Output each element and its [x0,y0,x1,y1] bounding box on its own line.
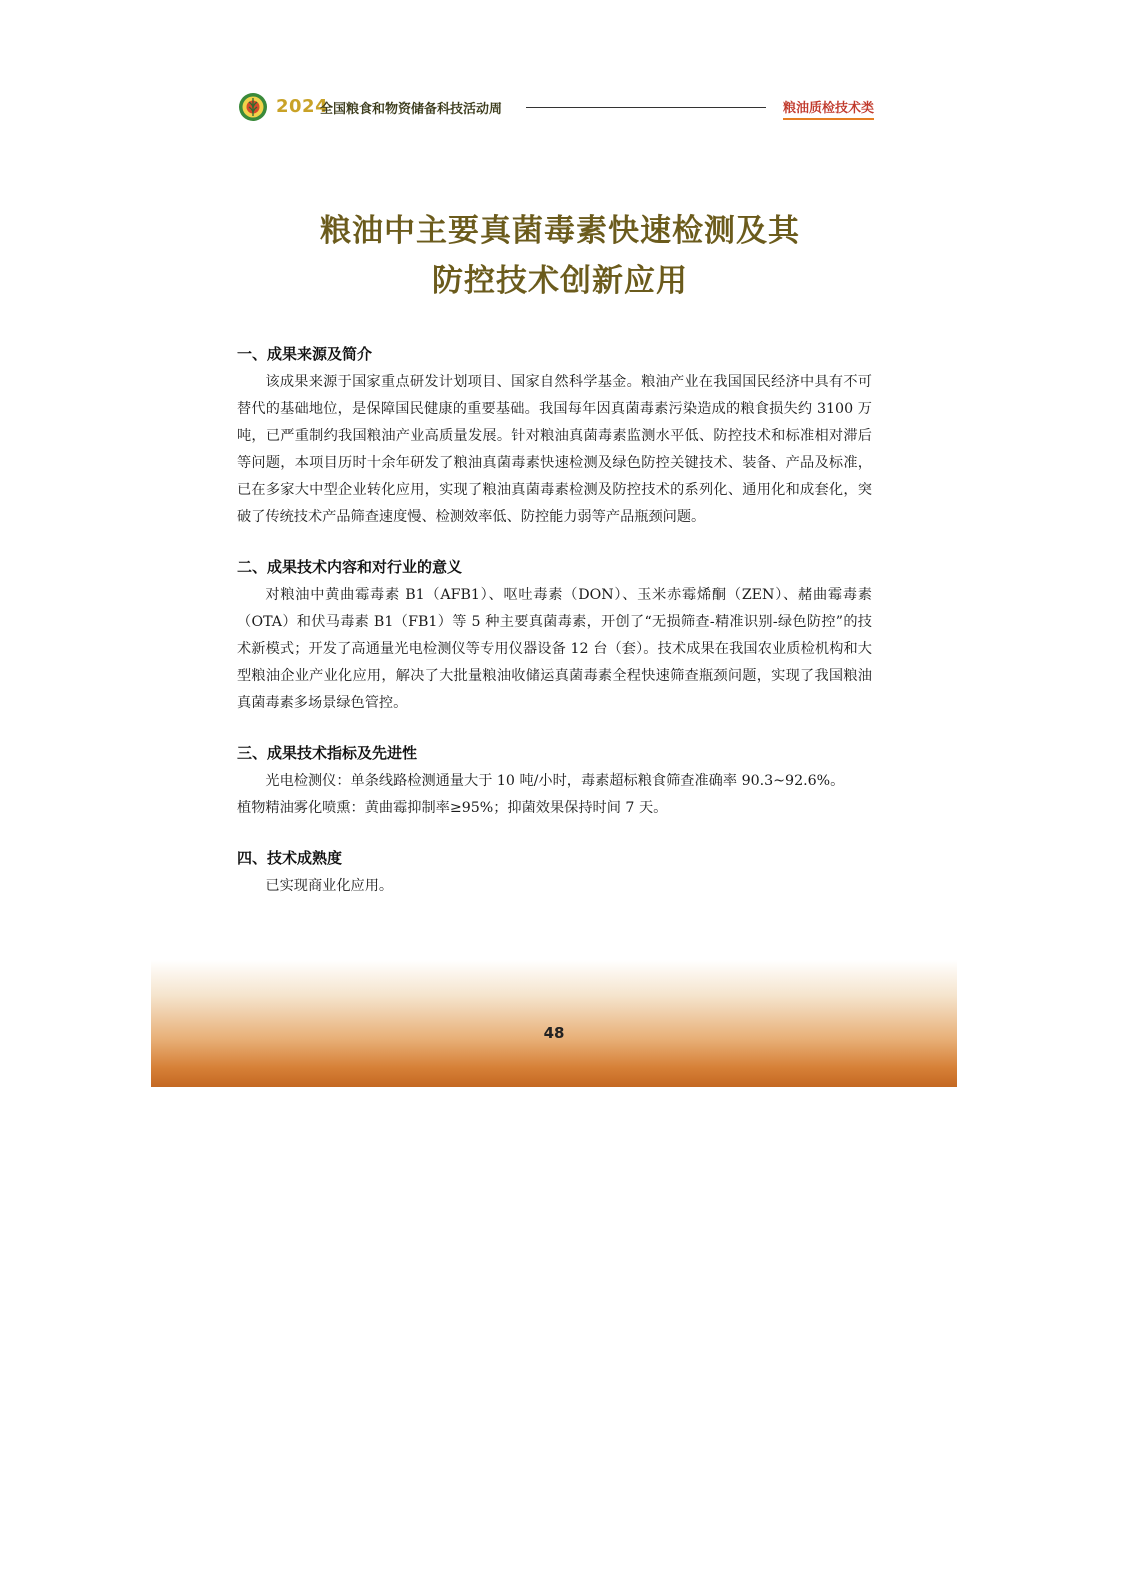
section-heading: 一、成果来源及简介 [237,345,373,363]
section-paragraph: 植物精油雾化喷熏：黄曲霉抑制率≥95%；抑菌效果保持时间 7 天。 [237,800,668,816]
grain-emblem-icon [238,92,268,122]
title-line-2: 防控技术创新应用 [432,263,688,299]
document-title [180,206,940,306]
section-heading: 二、成果技术内容和对行业的意义 [237,558,463,576]
section-source [237,343,872,531]
title-line-1: 粮油中主要真菌毒素快速检测及其 [320,213,800,249]
section-heading: 三、成果技术指标及先进性 [237,744,418,762]
document-body [237,343,872,925]
page-number: 48 [543,1024,565,1042]
header-year: 2024 [276,96,329,117]
header-divider [526,107,766,108]
header-category: 粮油质检技术类 [783,97,874,120]
section-paragraph: 已实现商业化应用。 [265,878,394,894]
page-header [238,92,874,124]
section-maturity [237,847,872,900]
section-heading: 四、技术成熟度 [237,849,343,867]
page-footer-band [151,960,957,1087]
section-paragraph: 对粮油中黄曲霉毒素 B1（AFB1）、呕吐毒素（DON）、玉米赤霉烯酮（ZEN）、赭曲霉毒素（OTA）和伏马毒素 B1（FB1）等 5 种主要真菌毒素，开创了“无损筛查-精准识别-绿色防控”的技术新模式；开发了高通量光电检测仪等专用仪器设备 12 台（套）。技术成果在我国农业质检机构和大型粮油企业产业化应用，解决了大批量粮油收储运真菌毒素全程快速筛查瓶颈问题，实现了我国粮油真菌毒素多场景绿色管控。 [237,587,872,711]
header-event-title: 全国粮食和物资储备科技活动周 [320,102,503,117]
section-paragraph: 光电检测仪：单条线路检测通量大于 10 吨/小时，毒素超标粮食筛查准确率 90.3~92.6%。 [265,773,845,789]
section-content [237,556,872,717]
section-paragraph: 该成果来源于国家重点研发计划项目、国家自然科学基金。粮油产业在我国国民经济中具有不可替代的基础地位，是保障国民健康的重要基础。我国每年因真菌毒素污染造成的粮食损失约 3100 万吨，已严重制约我国粮油产业高质量发展。针对粮油真菌毒素监测水平低、防控技术和标准相对滞后等问题，本项目历时十余年研发了粮油真菌毒素快速检测及绿色防控关键技术、装备、产品及标准，已在多家大中型企业转化应用，实现了粮油真菌毒素检测及防控技术的系列化、通用化和成套化，突破了传统技术产品筛查速度慢、检测效率低、防控能力弱等产品瓶颈问题。 [237,374,872,525]
section-indicators [237,742,872,822]
